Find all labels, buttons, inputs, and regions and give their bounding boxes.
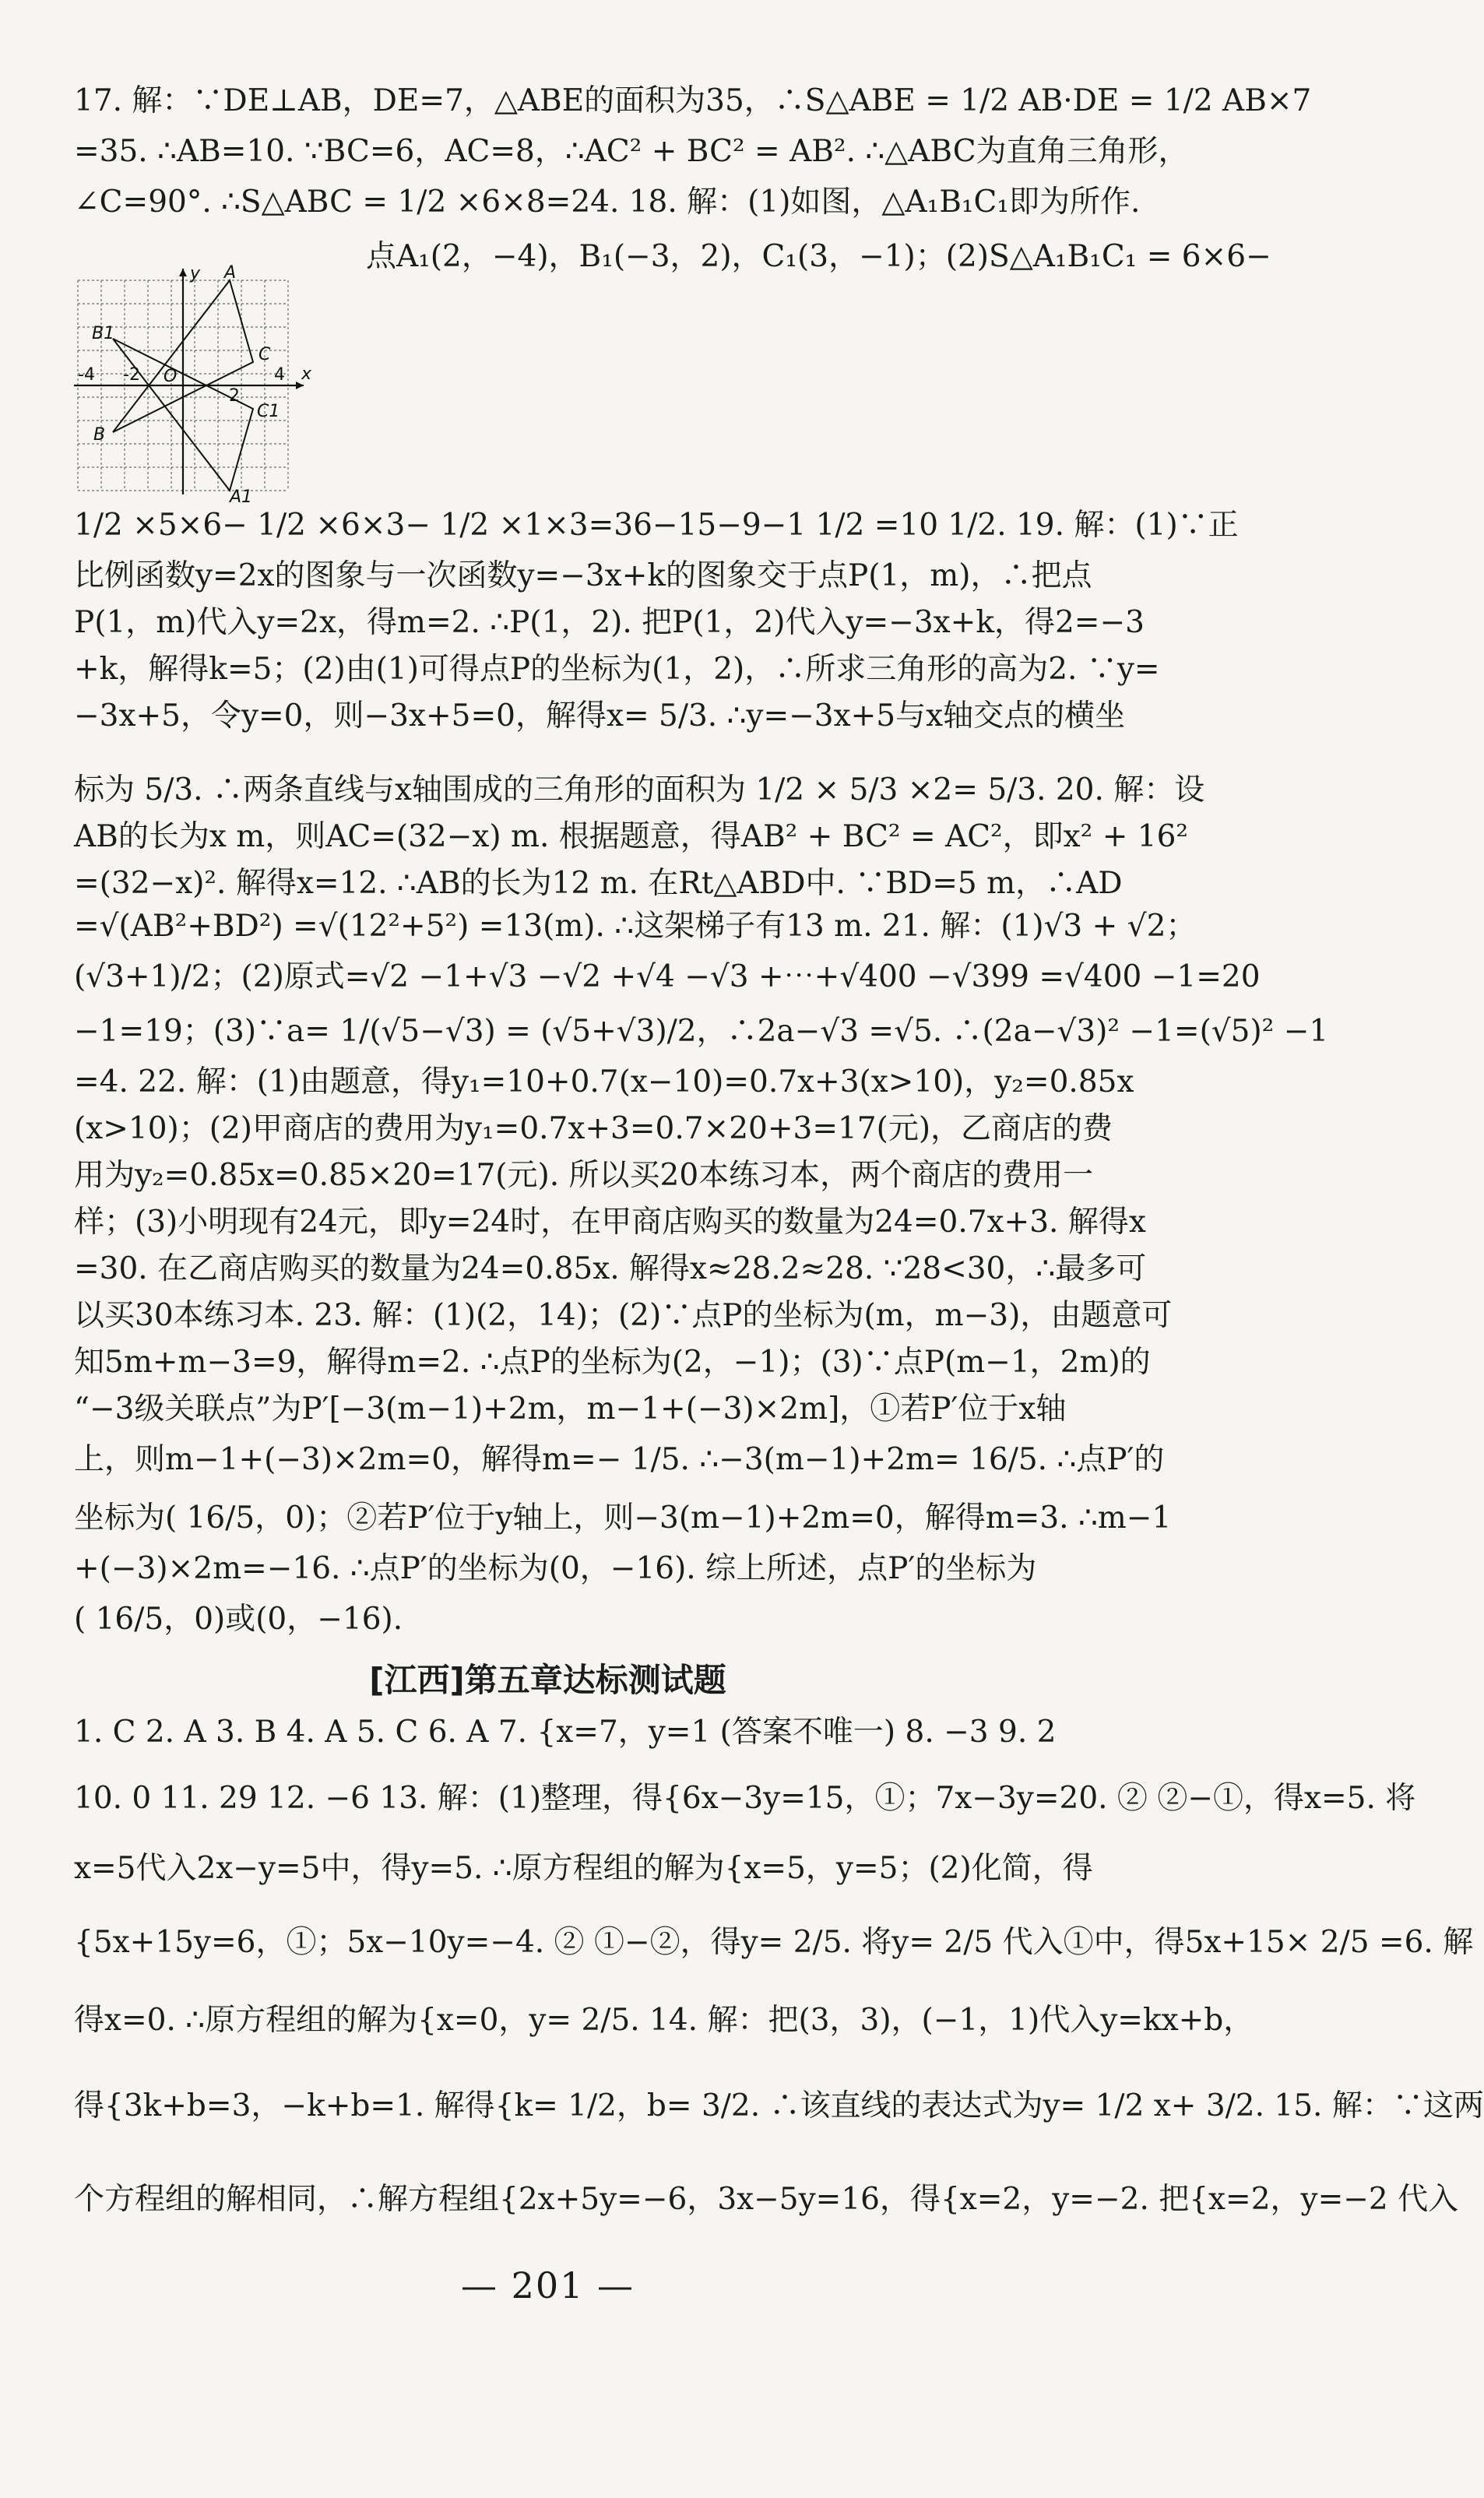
point-b1-label: B1 [92, 324, 115, 343]
text-line-17: (x>10)；(2)甲商店的费用为y₁=0.7x+3=0.7×20+3=17(元)，乙商店的费 [74, 1111, 1113, 1146]
y-axis-arrow [179, 269, 187, 276]
point-a-label: A [224, 263, 237, 283]
text-line-4: 点A₁(2，−4)，B₁(−3，2)，C₁(3，−1)；(2)S△A₁B₁C₁ = 6×6− [366, 239, 1271, 274]
axes [74, 269, 304, 494]
text-line-27: ( 16/5，0)或(0，−16). [74, 1602, 403, 1637]
text-line-28: 1. C 2. A 3. B 4. A 5. C 6. A 7. {x=7，y=1 (答案不唯一) 8. −3 9. 2 [74, 1715, 1057, 1750]
section-title: [江西]第五章达标测试题 [369, 1661, 726, 1699]
text-line-22: 知5m+m−3=9，解得m=2. ∴点P的坐标为(2，−1)；(3)∵点P(m−1，2m)的 [74, 1345, 1151, 1380]
text-line-7: P(1，m)代入y=2x，得m=2. ∴P(1，2). 把P(1，2)代入y=−3x+k，得2=−3 [74, 605, 1145, 640]
text-line-18: 用为y₂=0.85x=0.85×20=17(元). 所以买20本练习本，两个商店的费用一 [74, 1158, 1094, 1193]
text-line-11: AB的长为x m，则AC=(32−x) m. 根据题意，得AB² + BC² = AC²，即x² + 16² [74, 819, 1189, 854]
text-line-13: =√(AB²+BD²) =√(12²+5²) =13(m). ∴这架梯子有13 m. 21. 解：(1)√3 + √2； [74, 909, 1197, 944]
text-line-34: 个方程组的解相同，∴解方程组{2x+5y=−6，3x−5y=16，得{x=2，y=−2. 把{x=2，y=−2 代入 [74, 2182, 1459, 2217]
text-line-10: 标为 5/3. ∴两条直线与x轴围成的三角形的面积为 1/2 × 5/3 ×2= 5/3. 20. 解：设 [74, 772, 1205, 807]
text-line-23: “−3级关联点”为P′[−3(m−1)+2m，m−1+(−3)×2m]，①若P′位于x轴 [74, 1391, 1067, 1427]
text-line-19: 样；(3)小明现有24元，即y=24时，在甲商店购买的数量为24=0.7x+3. 解得x [74, 1205, 1146, 1240]
x-axis-label: x [301, 364, 312, 384]
text-line-29: 10. 0 11. 29 12. −6 13. 解：(1)整理，得{6x−3y=15，①；7x−3y=20. ② ②−①，得x=5. 将 [74, 1781, 1416, 1816]
tick-4: 4 [274, 365, 285, 385]
y-axis-label: y [190, 264, 201, 283]
text-line-2: =35. ∴AB=10. ∵BC=6，AC=8，∴AC² + BC² = AB². ∴△ABC为直角三角形， [74, 134, 1189, 169]
point-c1-label: C1 [257, 402, 280, 421]
text-line-16: =4. 22. 解：(1)由题意，得y₁=10+0.7(x−10)=0.7x+3(x>10)，y₂=0.85x [74, 1064, 1134, 1099]
text-line-15: −1=19；(3)∵a= 1/(√5−√3) = (√5+√3)/2，∴2a−√3 =√5. ∴(2a−√3)² −1=(√5)² −1 [74, 1014, 1329, 1049]
text-line-1: 17. 解：∵DE⊥AB，DE=7，△ABE的面积为35，∴S△ABE = 1/2 AB·DE = 1/2 AB×7 [74, 83, 1312, 118]
point-b-label: B [93, 425, 106, 445]
text-line-31: {5x+15y=6，①；5x−10y=−4. ② ①−②，得y= 2/5. 将y= 2/5 代入①中，得5x+15× 2/5 =6. 解 [74, 1925, 1474, 1960]
text-line-30: x=5代入2x−y=5中，得y=5. ∴原方程组的解为{x=5，y=5；(2)化简，得 [74, 1851, 1093, 1886]
text-line-24: 上，则m−1+(−3)×2m=0，解得m=− 1/5. ∴−3(m−1)+2m= 16/5. ∴点P′的 [74, 1442, 1165, 1477]
tick-2: 2 [229, 386, 240, 406]
text-line-12: =(32−x)². 解得x=12. ∴AB的长为12 m. 在Rt△ABD中. ∵BD=5 m，∴AD [74, 866, 1123, 901]
text-line-8: +k，解得k=5；(2)由(1)可得点P的坐标为(1，2)，∴所求三角形的高为2. ∵y= [74, 652, 1160, 687]
text-line-26: +(−3)×2m=−16. ∴点P′的坐标为(0，−16). 综上所述，点P′的坐标为 [74, 1551, 1037, 1586]
coordinate-grid-figure [70, 265, 327, 506]
text-line-14: (√3+1)/2；(2)原式=√2 −1+√3 −√2 +√4 −√3 +⋯+√400 −√399 =√400 −1=20 [74, 959, 1261, 994]
text-line-33: 得{3k+b=3，−k+b=1. 解得{k= 1/2，b= 3/2. ∴该直线的表达式为y= 1/2 x+ 3/2. 15. 解：∵这两 [74, 2088, 1484, 2123]
point-c-label: C [258, 345, 271, 364]
page-number: — 201 — [460, 2264, 635, 2306]
text-line-3: ∠C=90°. ∴S△ABC = 1/2 ×6×8=24. 18. 解：(1)如图，△A₁B₁C₁即为所作. [74, 185, 1141, 220]
tick-neg4: -4 [78, 365, 95, 385]
tick-neg2: -2 [123, 365, 140, 385]
text-line-6: 比例函数y=2x的图象与一次函数y=−3x+k的图象交于点P(1，m)，∴把点 [74, 558, 1092, 593]
text-line-5: 1/2 ×5×6− 1/2 ×6×3− 1/2 ×1×3=36−15−9−1 1/2 =10 1/2. 19. 解：(1)∵正 [74, 508, 1239, 543]
origin-label: O [164, 367, 178, 386]
text-line-32: 得x=0. ∴原方程组的解为{x=0，y= 2/5. 14. 解：把(3，3)，(−1，1)代入y=kx+b， [74, 2003, 1254, 2038]
text-line-21: 以买30本练习本. 23. 解：(1)(2，14)；(2)∵点P的坐标为(m，m−3)，由题意可 [74, 1298, 1173, 1333]
text-line-20: =30. 在乙商店购买的数量为24=0.85x. 解得x≈28.2≈28. ∵28<30，∴最多可 [74, 1251, 1147, 1286]
text-line-9: −3x+5，令y=0，则−3x+5=0，解得x= 5/3. ∴y=−3x+5与x轴交点的横坐 [74, 698, 1126, 734]
text-line-25: 坐标为( 16/5，0)；②若P′位于y轴上，则−3(m−1)+2m=0，解得m=3. ∴m−1 [74, 1501, 1172, 1536]
point-a1-label: A1 [230, 487, 253, 507]
